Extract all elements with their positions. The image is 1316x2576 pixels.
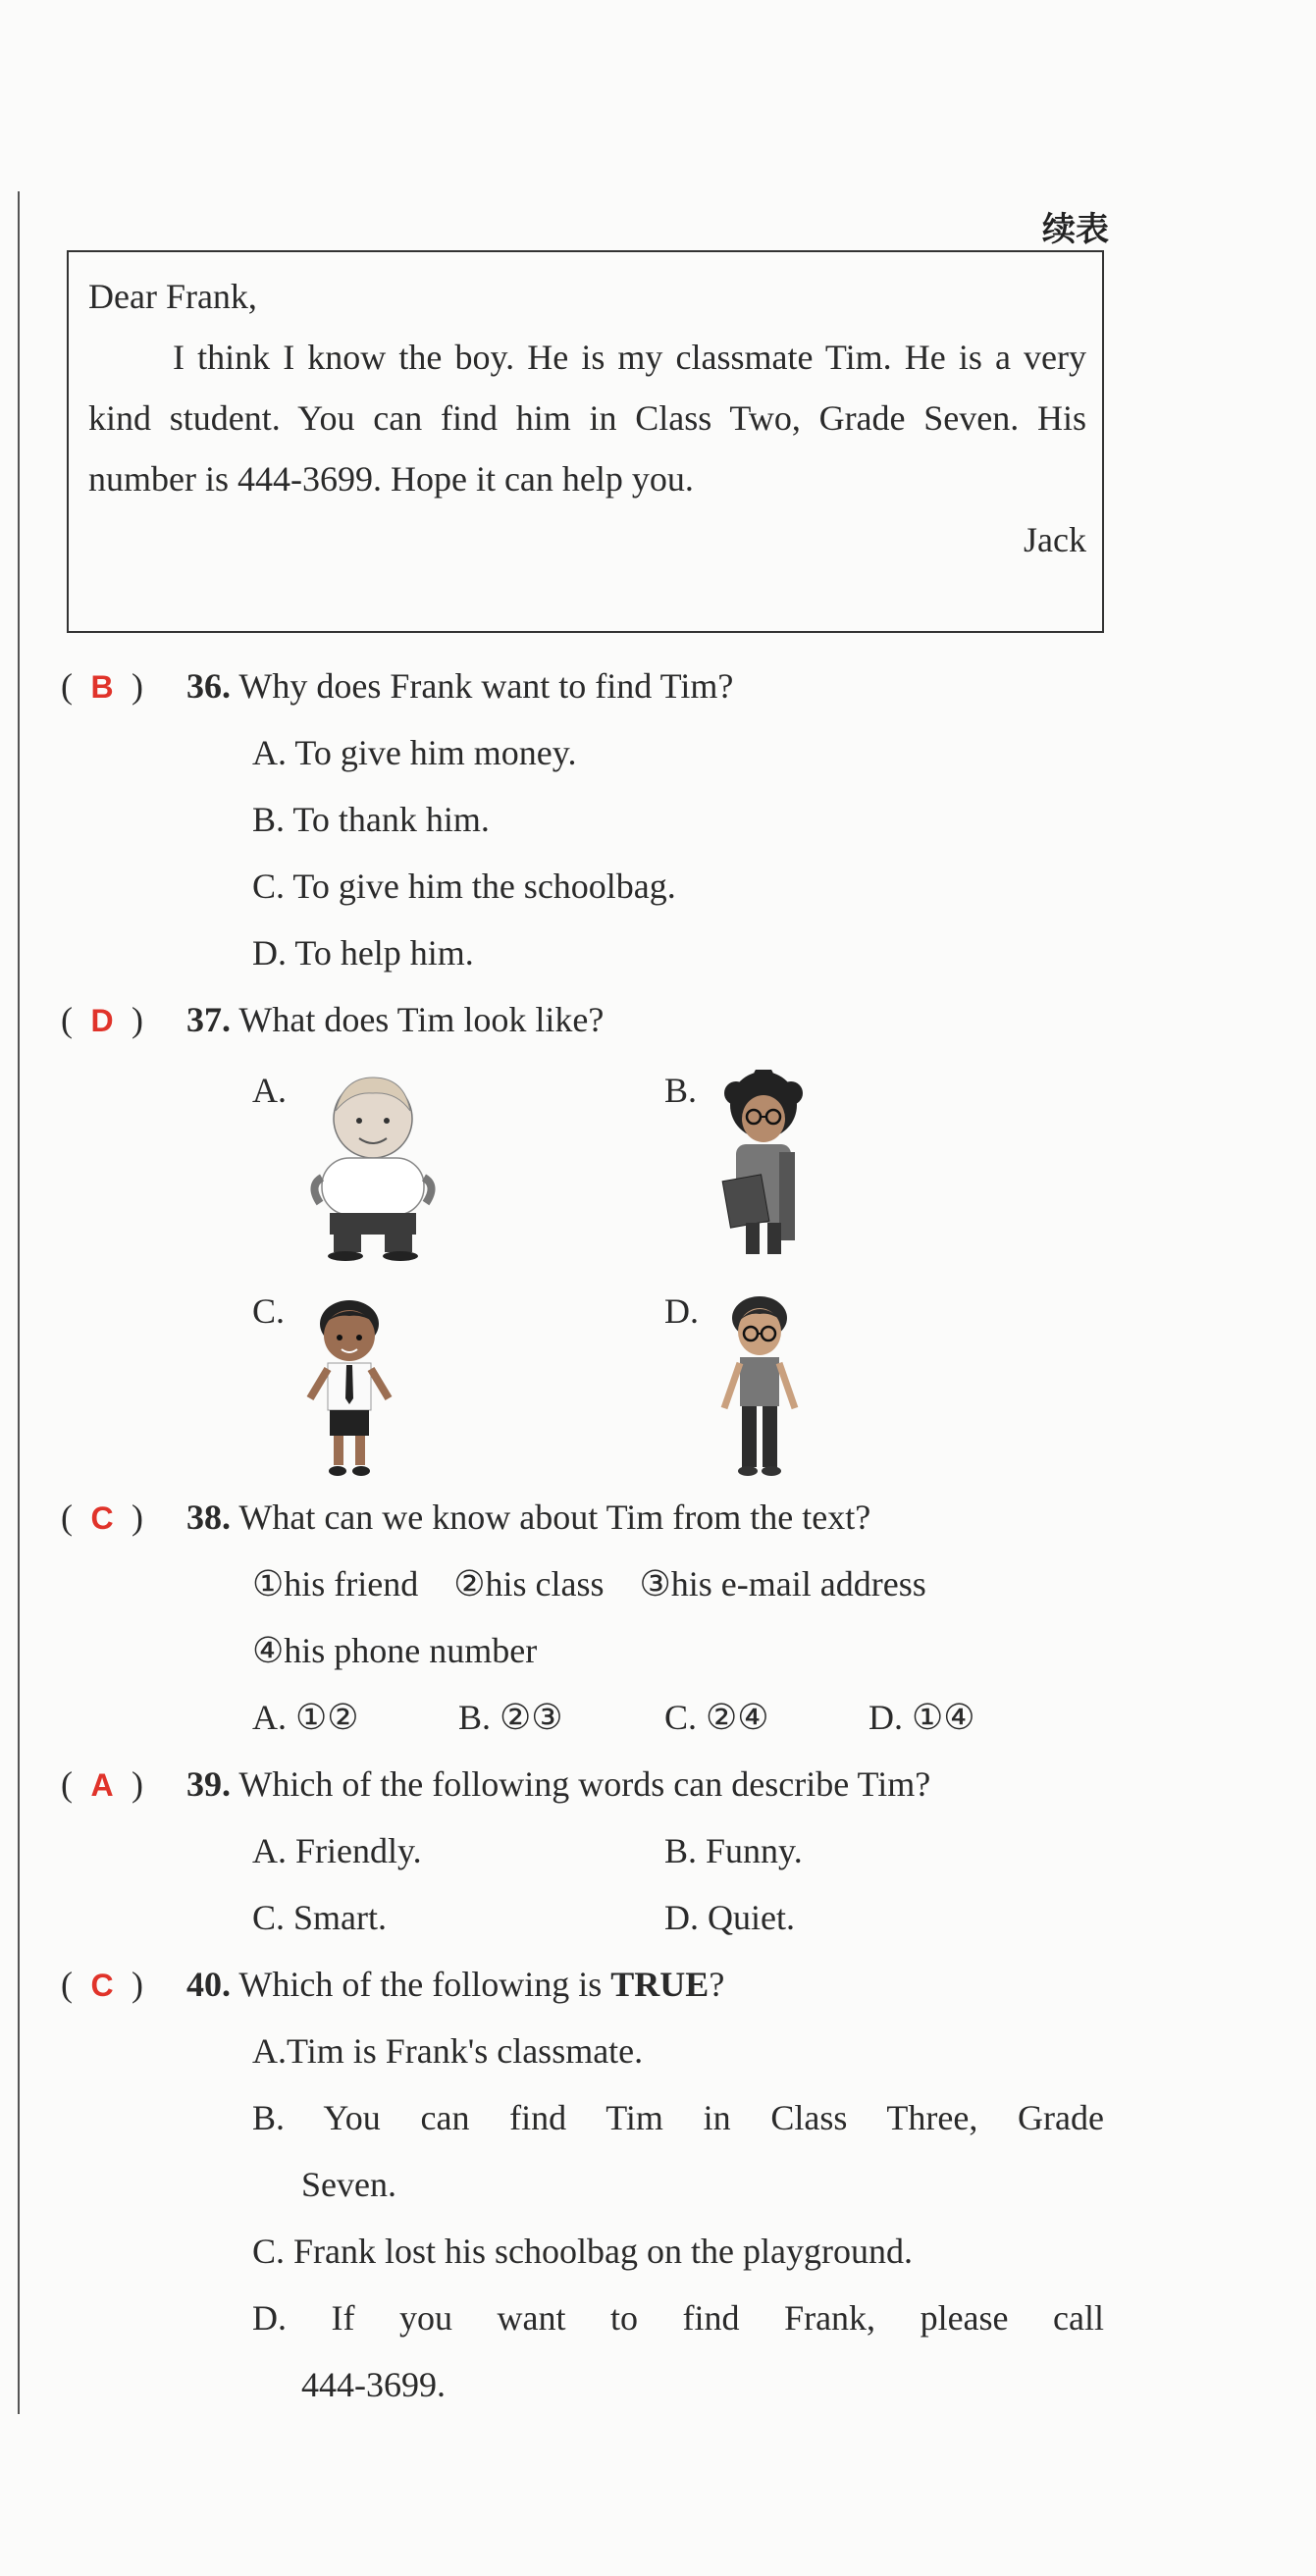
- question-stem: Which of the following is TRUE?: [238, 1965, 725, 2004]
- letter-box: [67, 250, 1104, 633]
- margin-rule: [18, 191, 20, 2414]
- option-38-d[interactable]: D. ①④: [869, 1698, 975, 1737]
- question-36: [61, 665, 733, 707]
- letter-signature: Jack: [1024, 520, 1086, 559]
- question-stem: What can we know about Tim from the text?: [238, 1498, 871, 1537]
- option-40-d[interactable]: D. If you want to find Frank, please call: [252, 2298, 1104, 2338]
- answer-bracket: ( B ): [61, 666, 143, 706]
- boy-with-glasses-figure-icon[interactable]: [707, 1290, 815, 1482]
- heavy-boy-figure-icon[interactable]: [294, 1070, 451, 1261]
- option-39-a[interactable]: A. Friendly.: [252, 1831, 422, 1870]
- option-36-c[interactable]: C. To give him the schoolbag.: [252, 867, 676, 906]
- option-38-c[interactable]: C. ②④: [664, 1698, 769, 1737]
- picture-option-a-label[interactable]: A.: [252, 1071, 287, 1110]
- answer-36: B: [90, 669, 114, 705]
- option-38-a[interactable]: A. ①②: [252, 1698, 359, 1737]
- question-number: 37.: [186, 1000, 231, 1039]
- question-39: [61, 1763, 930, 1805]
- question-number: 36.: [186, 666, 231, 706]
- question-number: 39.: [186, 1764, 231, 1804]
- answer-bracket: ( C ): [61, 1498, 143, 1537]
- question-38: [61, 1497, 870, 1538]
- picture-option-b-label[interactable]: B.: [664, 1071, 698, 1110]
- option-40-c[interactable]: C. Frank lost his schoolbag on the playground.: [252, 2232, 913, 2271]
- option-39-c[interactable]: C. Smart.: [252, 1898, 388, 1937]
- question-38-items-line1: ①his friend ②his class ③his e-mail address: [252, 1564, 926, 1603]
- option-40-b-continued[interactable]: Seven.: [301, 2165, 396, 2204]
- answer-39: A: [90, 1767, 114, 1803]
- option-38-b[interactable]: B. ②③: [458, 1698, 563, 1737]
- answer-40: C: [90, 1968, 114, 2003]
- answer-bracket: ( A ): [61, 1764, 143, 1804]
- answer-bracket: ( D ): [61, 1000, 143, 1039]
- letter-greeting: Dear Frank,: [88, 277, 257, 316]
- question-stem: Why does Frank want to find Tim?: [238, 666, 734, 706]
- option-40-d-continued[interactable]: 444-3699.: [301, 2365, 446, 2404]
- question-stem: Which of the following words can describe Tim?: [238, 1764, 931, 1804]
- curly-hair-glasses-figure-icon[interactable]: [707, 1070, 824, 1261]
- answer-bracket: ( C ): [61, 1965, 143, 2004]
- question-38-items-line2: ④his phone number: [252, 1631, 538, 1670]
- question-number: 38.: [186, 1498, 231, 1537]
- option-40-a[interactable]: A.Tim is Frank's classmate.: [252, 2031, 644, 2071]
- picture-option-d-label[interactable]: D.: [664, 1291, 699, 1331]
- picture-option-c-label[interactable]: C.: [252, 1291, 286, 1331]
- option-36-a[interactable]: A. To give him money.: [252, 733, 577, 772]
- stem-emphasis: TRUE: [610, 1965, 710, 2004]
- question-number: 40.: [186, 1965, 231, 2004]
- option-39-b[interactable]: B. Funny.: [664, 1831, 803, 1870]
- answer-38: C: [90, 1500, 114, 1536]
- answer-37: D: [90, 1003, 114, 1038]
- option-36-d[interactable]: D. To help him.: [252, 933, 474, 973]
- continued-label: 续表: [1042, 210, 1109, 249]
- boy-with-tie-figure-icon[interactable]: [294, 1290, 412, 1482]
- option-36-b[interactable]: B. To thank him.: [252, 800, 490, 839]
- question-37: [61, 999, 604, 1040]
- letter-body: I think I know the boy. He is my classmate Tim. He is a very kind student. You can find him in Class Two, Grade Seven. His number is 444-3699. Hope it can help you.: [88, 338, 1086, 499]
- option-40-b[interactable]: B. You can find Tim in Class Three, Grade: [252, 2098, 1104, 2137]
- question-stem: What does Tim look like?: [238, 1000, 605, 1039]
- question-40: [61, 1964, 724, 2005]
- option-39-d[interactable]: D. Quiet.: [664, 1898, 795, 1937]
